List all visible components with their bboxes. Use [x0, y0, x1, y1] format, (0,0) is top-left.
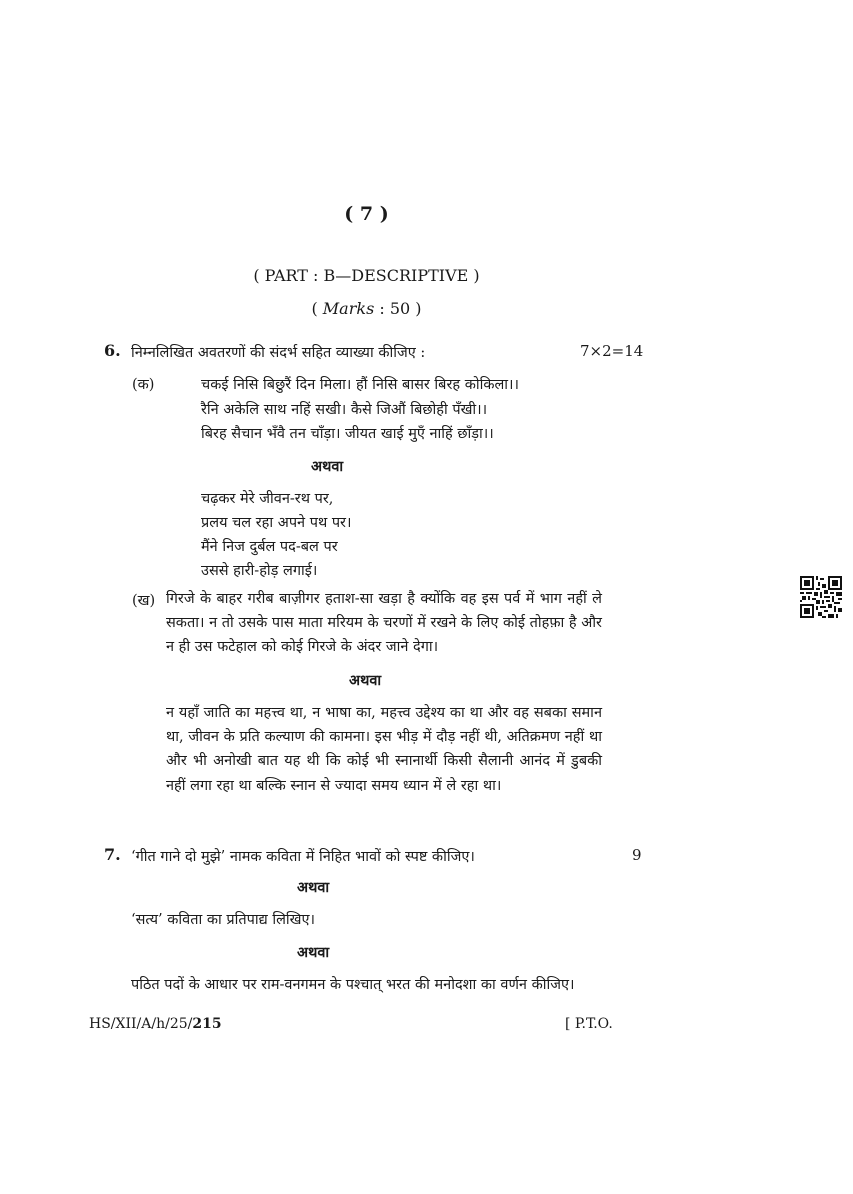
paper-code: HS/XII/A/h/25/215	[89, 1016, 222, 1032]
q7-or-1: अथवा	[297, 879, 330, 896]
q6-a-label: (क)	[132, 377, 155, 393]
q6-b-text: गिरजे के बाहर गरीब बाज़ीगर हताश-सा खड़ा है क्योंकि वह इस पर्व में भाग नहीं ले सकता। न तो उसके पास माता मरियम के चरणों में रखने के लिए कोई तोहफ़ा है और न ही उस फटेहाल को कोई गिरजे के अंदर जाने देगा।	[166, 591, 602, 656]
q6-a-alt-line-2: प्रलय चल रहा अपने पथ पर।	[201, 515, 352, 531]
question-6-marks: 7×2=14	[580, 342, 644, 360]
page-number: ( 7 )	[344, 203, 389, 225]
q6-a-line-3: बिरह सैचान भँवै तन चाँड़ा। जीयत खाई मुएँ नाहिं छाँड़ा।।	[201, 426, 494, 442]
question-7-text: ‘गीत गाने दो मुझे’ नामक कविता में निहित भावों को स्पष्ट कीजिए।	[131, 849, 475, 865]
marks-heading: ( Marks : 50 )	[311, 299, 422, 318]
marks-label: Marks	[322, 299, 375, 318]
q6-a-alt-line-3: मैंने निज दुर्बल पद-बल पर	[201, 539, 338, 555]
q6-a-or: अथवा	[311, 458, 344, 475]
part-heading: ( PART : B—DESCRIPTIVE )	[253, 266, 480, 285]
question-7-number: 7.	[104, 845, 121, 864]
question-6-text: निम्नलिखित अवतरणों की संदर्भ सहित व्याख्या कीजिए :	[131, 345, 426, 361]
paper-code-number: 215	[192, 1016, 222, 1032]
q6-b-alt-text: न यहाँ जाति का महत्त्व था, न भाषा का, महत्त्व उद्देश्य का था और वह सबका समान था, जीवन के प्रति कल्याण की कामना। इस भीड़ में दौड़ नहीं थी, अतिक्रमण नहीं था और भी अनोखी बात यह थी कि कोई भी स्नानार्थी किसी सैलानी आनंद में डुबकी नहीं लगा रहा था बल्कि स्नान से ज्यादा समय ध्यान में ले रहा था।	[166, 705, 602, 794]
q6-b-label: (ख)	[132, 593, 156, 609]
q6-a-alt-line-4: उससे हारी-होड़ लगाई।	[201, 563, 318, 579]
q7-alt-2: पठित पदों के आधार पर राम-वनगमन के पश्चात् भरत की मनोदशा का वर्णन कीजिए।	[131, 977, 575, 993]
q6-b-or: अथवा	[349, 672, 382, 689]
question-6-number: 6.	[104, 341, 121, 360]
pto-marker: [ P.T.O.	[565, 1016, 613, 1032]
q6-a-line-1: चकई निसि बिछुरैं दिन मिला। हौं निसि बासर बिरह कोकिला।।	[201, 377, 520, 393]
q7-alt-1: ‘सत्य’ कविता का प्रतिपाद्य लिखिए।	[131, 912, 316, 928]
q6-a-alt-line-1: चढ़कर मेरे जीवन-रथ पर,	[201, 491, 334, 507]
question-7-marks: 9	[632, 846, 642, 864]
q7-or-2: अथवा	[297, 944, 330, 961]
q6-a-line-2: रैनि अकेलि साथ नहिं सखी। कैसे जिऔं बिछोही पँखी।।	[201, 402, 488, 418]
qr-code-icon	[800, 576, 842, 618]
